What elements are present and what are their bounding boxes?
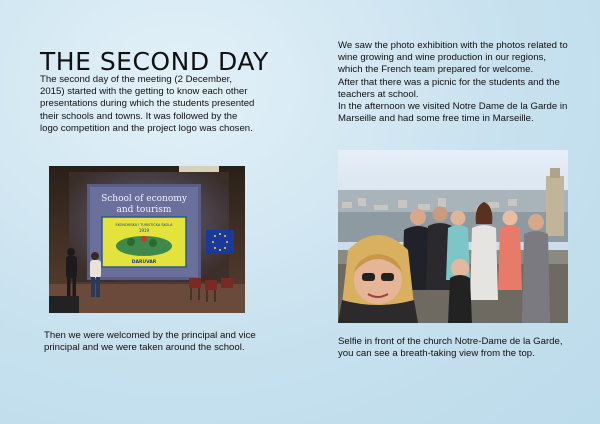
slide-logo-year: 1919 (138, 228, 150, 233)
slide-title-line1: School of economy (101, 194, 187, 204)
photo2-caption: Selfie in front of the church Notre-Dame de la Garde, you can see a breath-taking view from the top. (338, 336, 563, 360)
right-paragraph-line2: After that there was a picnic for the students and the teachers at school. (338, 76, 560, 100)
slide-logo-town: DARUVAR (131, 260, 157, 265)
photo1-caption: Then we were welcomed by the principal and vice principal and we were taken around the school. (44, 330, 256, 354)
right-paragraph-line3: In the afternoon we visited Notre Dame de la Garde in Marseille and had some free time in Marseille. (338, 101, 568, 125)
slide-title-line2: and tourism (116, 205, 172, 215)
right-paragraph-line1: We saw the photo exhibition with the photos related to wine growing and wine production in our regions, which the French team prepared for welcome. (338, 40, 568, 76)
page-title: THE SECOND DAY (40, 46, 269, 76)
slide-logo-subtitle: EKONOMSKA I TURISTIČKA ŠKOLA (115, 223, 173, 227)
presentation-photo (49, 166, 245, 313)
intro-paragraph: The second day of the meeting (2 December, 2015) started with the getting to know each other presentations during which the students presented their schools and towns. It was followed by the logo competition and the project logo was chosen. (40, 74, 255, 134)
selfie-photo (338, 150, 568, 323)
right-paragraph (338, 40, 568, 125)
